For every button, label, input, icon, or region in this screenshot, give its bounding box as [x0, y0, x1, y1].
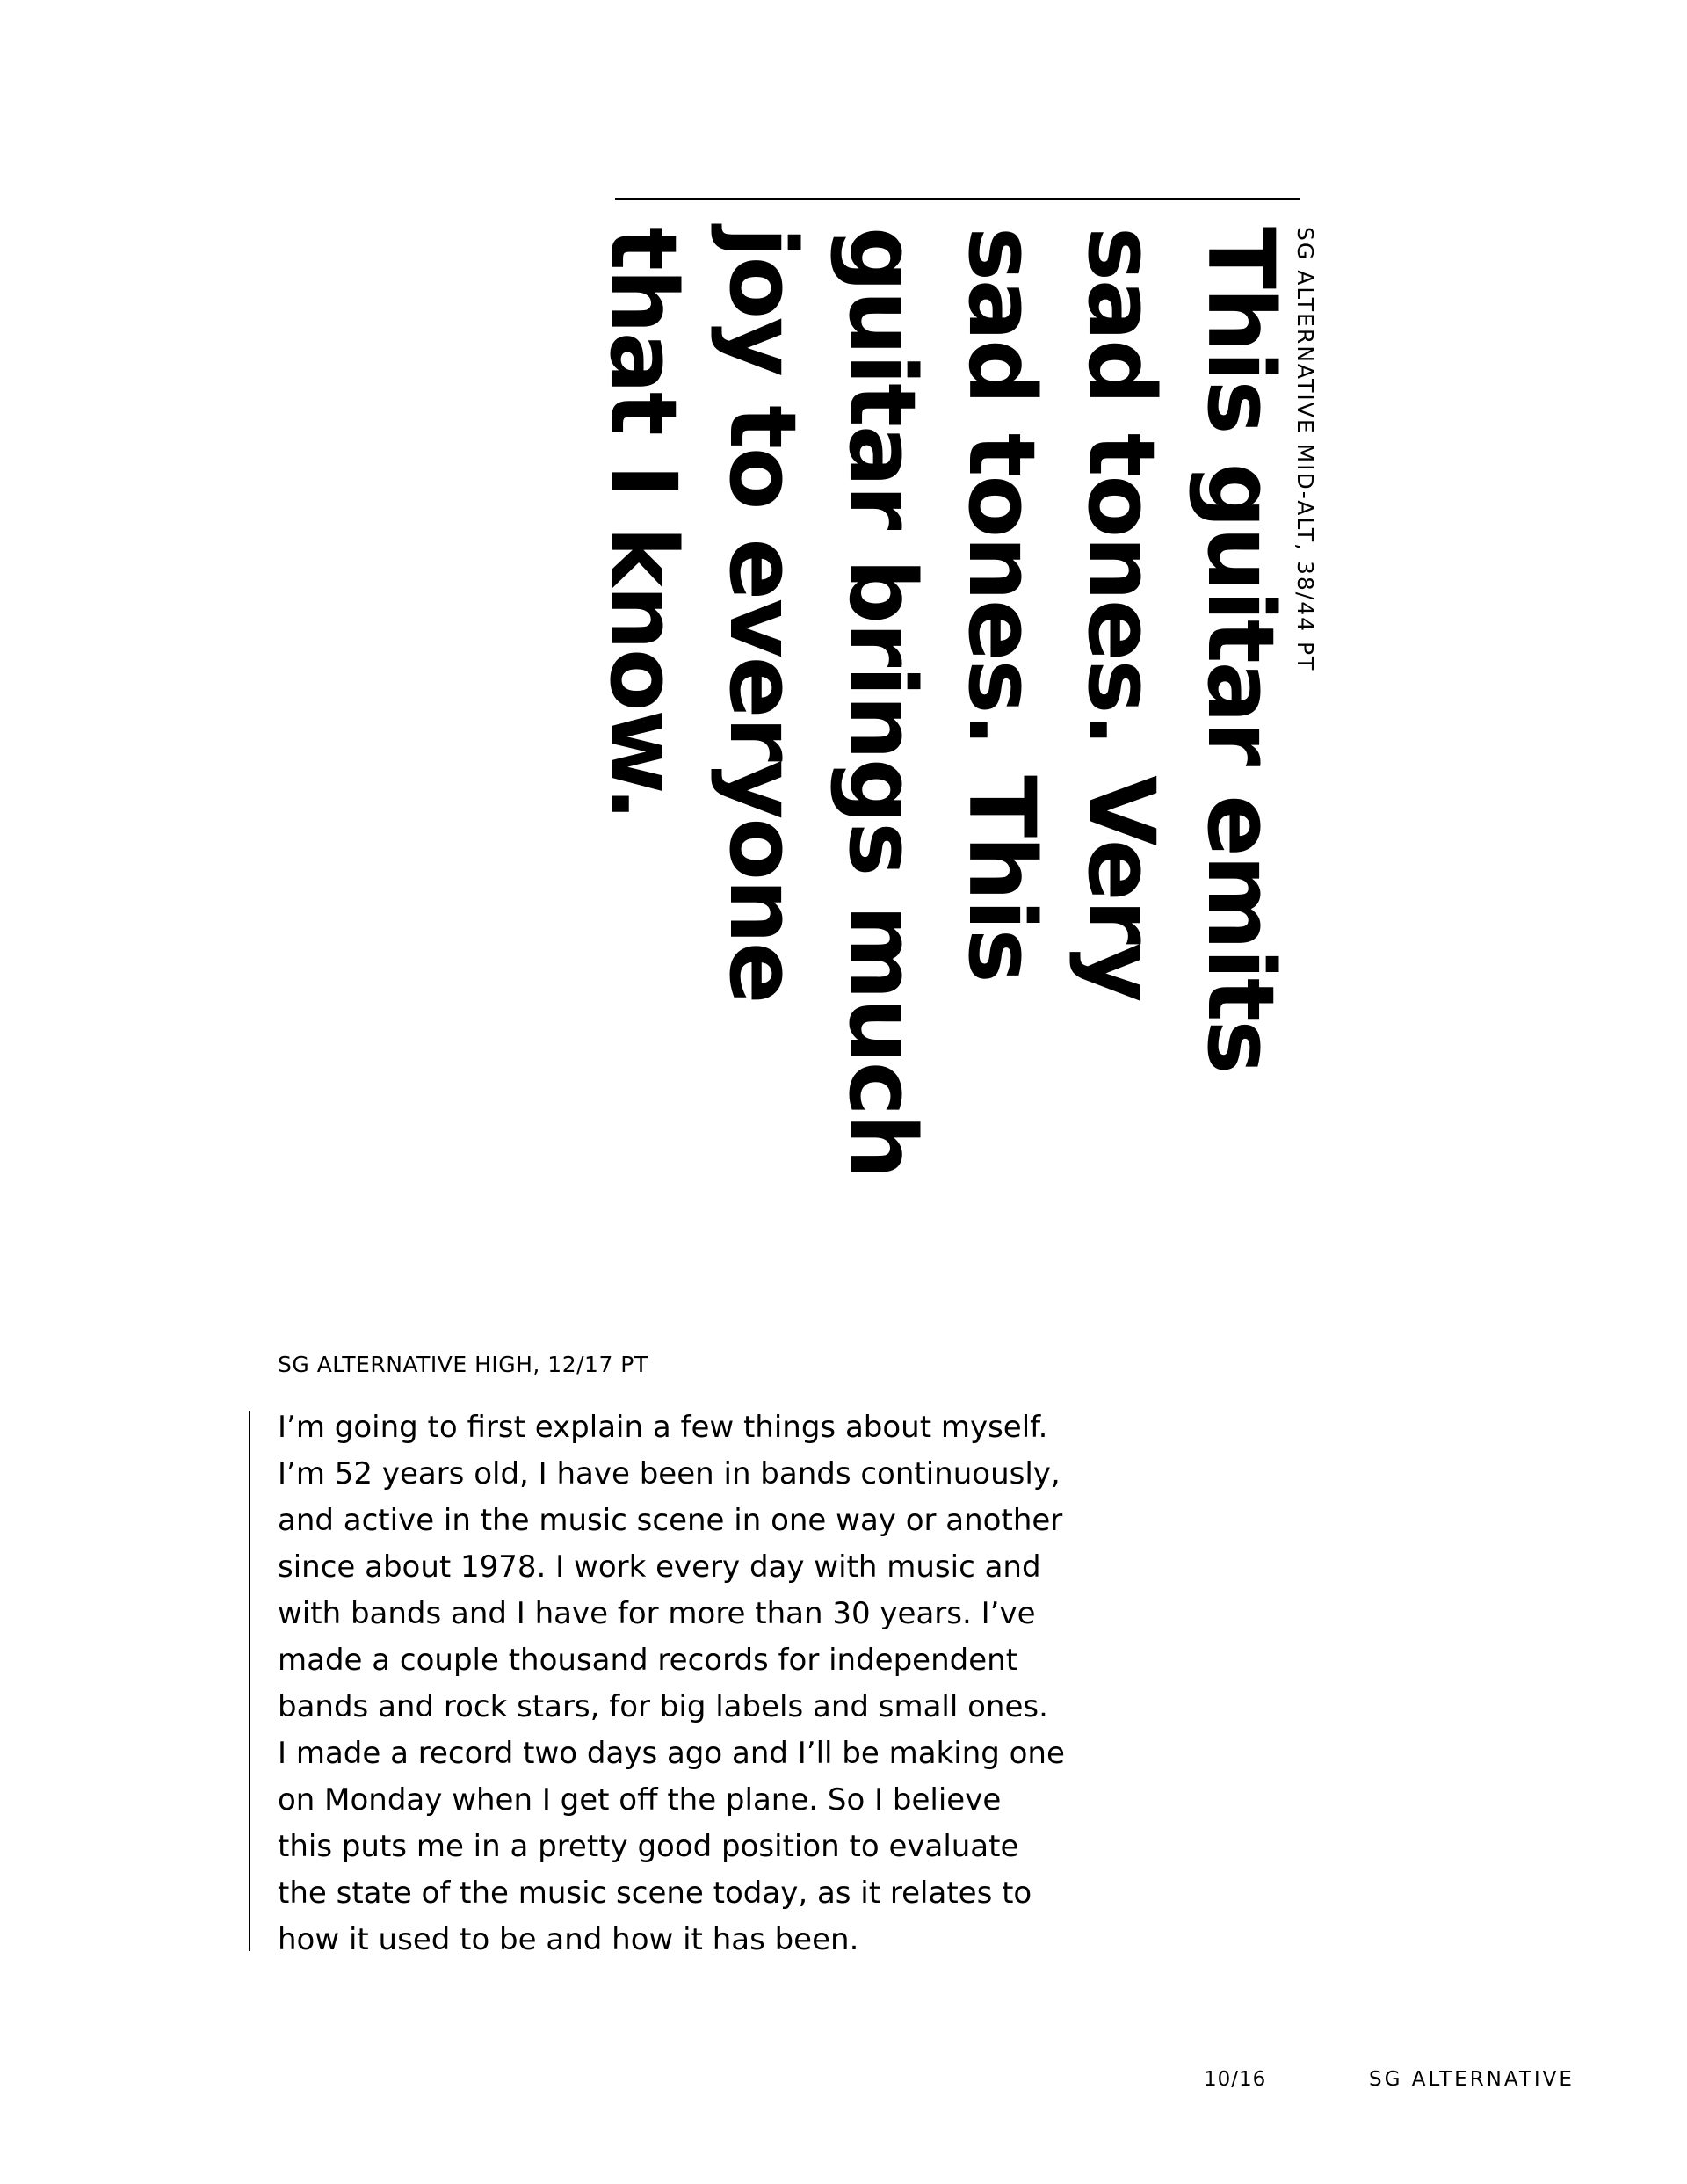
vertical-line: sad tones. Very [1068, 227, 1175, 1001]
body-rule [249, 1411, 250, 1951]
body-text [278, 1404, 1086, 1963]
vertical-caption: SG ALTERNATIVE MID-ALT, 38/44 PT [1292, 227, 1318, 672]
body-line: I’m going to first explain a few things about myself. [278, 1410, 1048, 1445]
body-line: bands and rock stars, for big labels and small ones. [278, 1689, 1048, 1724]
vertical-text [583, 227, 1300, 1457]
body-line: how it used to be and how it has been. [278, 1922, 859, 1957]
body-line: the state of the music scene today, as it relates to [278, 1876, 1032, 1911]
body-line: with bands and I have for more than 30 years. I’ve [278, 1596, 1036, 1631]
body-caption: SG ALTERNATIVE HIGH, 12/17 PT [278, 1352, 648, 1377]
vertical-line: joy to everyone [709, 227, 816, 1003]
body-line: on Monday when I get off the plane. So I believe [278, 1782, 1002, 1818]
vertical-line: guitar brings much [829, 227, 936, 1178]
vertical-line: sad tones. This [948, 227, 1055, 982]
body-line: made a couple thousand records for independent [278, 1643, 1018, 1678]
top-rule [615, 198, 1300, 200]
body-line: this puts me in a pretty good position to evaluate [278, 1829, 1019, 1864]
body-line: I’m 52 years old, I have been in bands continuously, [278, 1456, 1061, 1491]
vertical-line: This guitar emits [1187, 227, 1294, 1073]
vertical-line: that I know. [590, 227, 697, 820]
body-line: since about 1978. I work every day with music and [278, 1549, 1041, 1585]
footer-brand: SG ALTERNATIVE [1369, 2068, 1575, 2091]
body-line: I made a record two days ago and I’ll be making one [278, 1736, 1065, 1771]
page-number: 10/16 [1204, 2068, 1267, 2091]
body-line: and active in the music scene in one way or another [278, 1503, 1063, 1538]
